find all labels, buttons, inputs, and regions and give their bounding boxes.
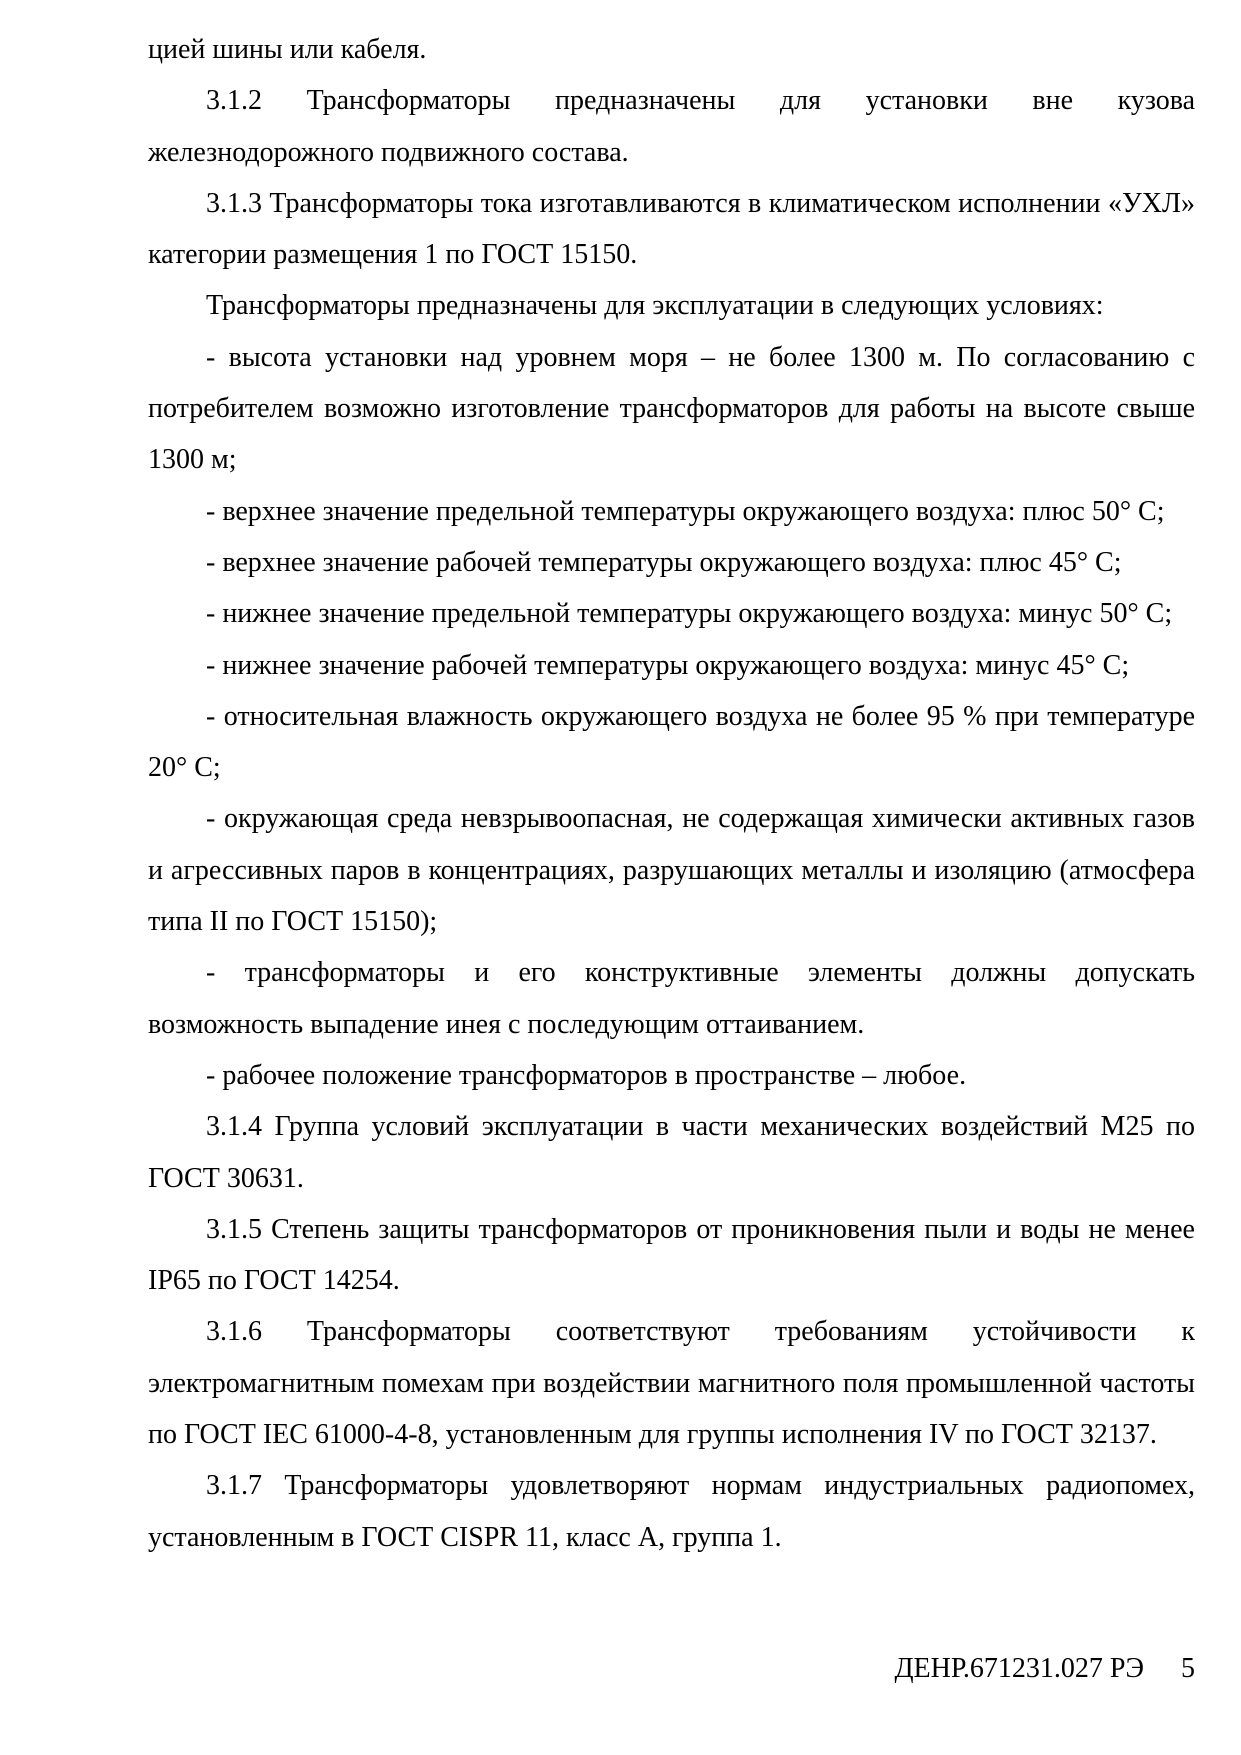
paragraph-3-1-7: 3.1.7 Трансформаторы удовлетворяют нормам индустриальных радиопомех, установленным в ГОСТ CISPR 11, класс А, группа 1. [148,1470,1195,1553]
paragraph-3-1-6: 3.1.6 Трансформаторы соответствуют требованиям устойчивости к электромагнитным помехам при воздействии магнитного поля промышленной частоты по ГОСТ IEC 61000-4-8, установленным для группы исполнения IV по ГОСТ 32137. [148,1316,1195,1451]
document-number: ДЕНР.671231.027 РЭ [894,1653,1144,1684]
list-item-frost: - трансформаторы и его конструктивные элементы должны допускать возможность выпадение инея с последующим оттаиванием. [148,957,1195,1040]
list-item-lower-limit-temperature: - нижнее значение предельной температуры окружающего воздуха: минус 50° С; [206,598,1173,630]
list-item-upper-limit-temperature: - верхнее значение предельной температуры окружающего воздуха: плюс 50° С; [206,495,1165,527]
paragraph-3-1-5: 3.1.5 Степень защиты трансформаторов от проникновения пыли и воды не менее IP65 по ГОСТ 14254. [148,1213,1195,1297]
list-item-altitude: - высота установки над уровнем моря – не более 1300 м. По согласованию с потребителем возможно изготовление трансформаторов для работы на высоте свыше 1300 м; [148,341,1195,476]
list-item-working-position: - рабочее положение трансформаторов в пространстве – любое. [206,1059,967,1091]
paragraph-3-1-2: 3.1.2 Трансформаторы предназначены для установки вне кузова железнодорожного подвижного состава. [148,85,1195,168]
page-footer [894,1652,1195,1686]
list-item-environment: - окружающая среда невзрывоопасная, не содержащая химически активных газов и агрессивных паров в концентрациях, разрушающих металлы и изоляцию (атмосфера типа II по ГОСТ 15150); [148,803,1195,938]
paragraph-continuation: цией шины или кабеля. [148,34,427,65]
list-item-lower-operating-temperature: - нижнее значение рабочей температуры окружающего воздуха: минус 45° С; [206,649,1130,681]
list-item-humidity: - относительная влажность окружающего воздуха не более 95 % при температуре 20° С; [148,700,1195,784]
document-body [148,24,1195,1563]
paragraph-3-1-3: 3.1.3 Трансформаторы тока изготавливаются в климатическом исполнении «УХЛ» категории размещения 1 по ГОСТ 15150. [148,187,1195,271]
list-item-upper-operating-temperature: - верхнее значение рабочей температуры окружающего воздуха: плюс 45° С; [206,546,1122,578]
paragraph-conditions-intro: Трансформаторы предназначены для эксплуатации в следующих условиях: [206,290,1104,322]
page-number: 5 [1181,1653,1195,1684]
paragraph-3-1-4: 3.1.4 Группа условий эксплуатации в части механических воздействий М25 по ГОСТ 30631. [148,1111,1195,1194]
